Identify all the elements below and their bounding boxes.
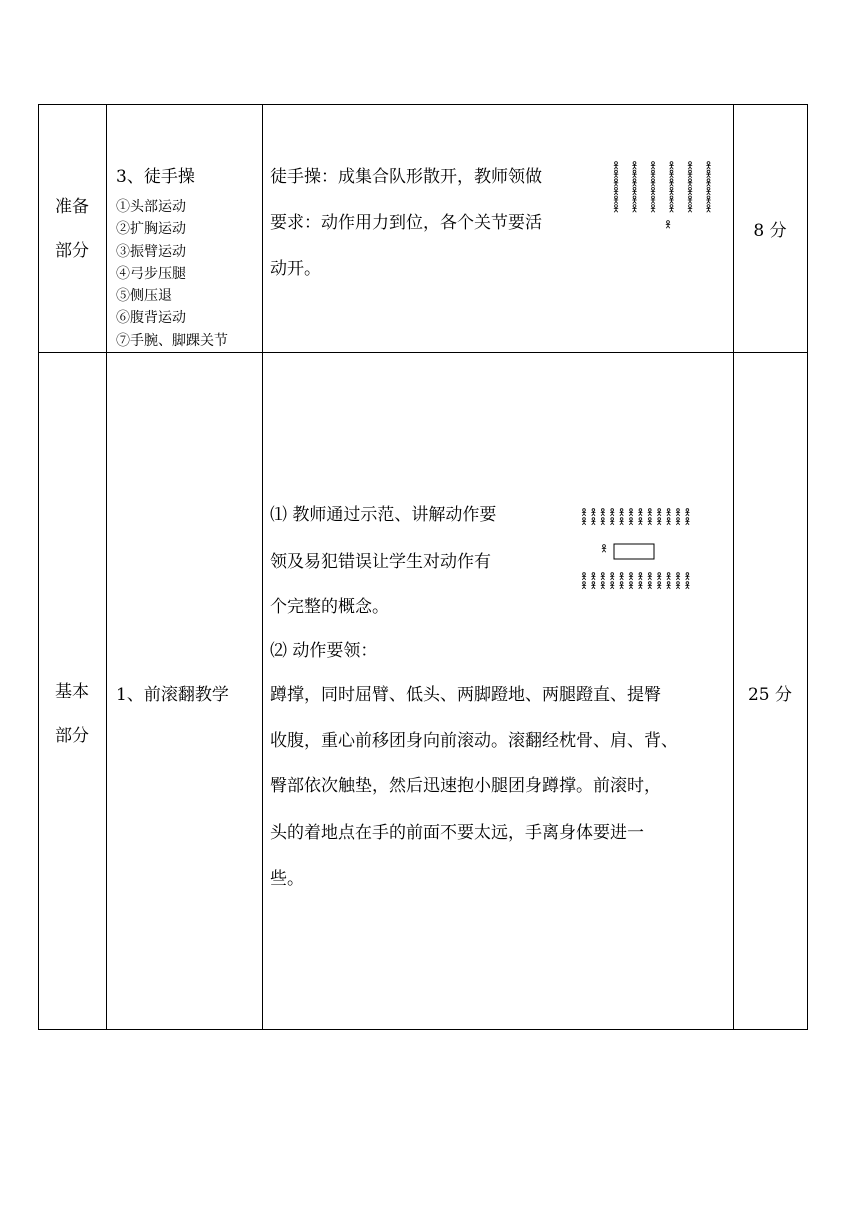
content-line: 收腹，重心前移团身向前滚动。滚翻经枕骨、肩、背、 [270, 731, 678, 751]
student-figure [676, 582, 680, 589]
student-figure [632, 179, 636, 187]
content-line: ⑴ 教师通过示范、讲解动作要 [270, 505, 497, 525]
student-figure [582, 518, 586, 525]
student-figure [610, 582, 614, 589]
mat-formation-figure [578, 506, 698, 602]
student-figure [676, 573, 680, 580]
scattered-formation-figure [610, 160, 722, 244]
student-figure [591, 518, 595, 525]
student-figure [638, 518, 642, 525]
student-figure [669, 187, 673, 195]
student-figure [620, 509, 624, 516]
student-figure [688, 205, 692, 213]
content-line: 动开。 [270, 259, 321, 279]
student-figure [632, 162, 636, 170]
content-line: ⑵ 动作要领： [270, 641, 378, 661]
student-figure [706, 162, 710, 170]
content-line: 要求：动作用力到位，各个关节要活 [270, 213, 542, 233]
student-figure [706, 196, 710, 204]
student-figure [610, 573, 614, 580]
student-figure [667, 509, 671, 516]
student-figure [582, 509, 586, 516]
content-line: 些。 [270, 869, 304, 889]
student-figure [648, 573, 652, 580]
student-figure [676, 518, 680, 525]
student-figure [614, 162, 618, 170]
section-label-line: 部分 [55, 726, 89, 746]
content-line: 蹲撑，同时屈臂、低头、两脚蹬地、两腿蹬直、提臀 [270, 685, 661, 705]
student-figure [620, 518, 624, 525]
student-figure [620, 573, 624, 580]
column-divider [733, 104, 734, 1030]
student-figure [651, 187, 655, 195]
student-figure [667, 518, 671, 525]
table-border-bottom [38, 1029, 808, 1030]
student-figure [669, 179, 673, 187]
student-figure [669, 205, 673, 213]
time-label: 8 分 [753, 221, 787, 241]
subitem: ③振臂运动 [116, 243, 186, 260]
student-figure [688, 179, 692, 187]
student-figure [685, 509, 689, 516]
student-figure [688, 170, 692, 178]
subitem: ④弓步压腿 [116, 265, 186, 282]
student-figure [629, 518, 633, 525]
student-figure [614, 196, 618, 204]
student-figure [688, 187, 692, 195]
student-figure [657, 582, 661, 589]
item-title: 1、前滚翻教学 [116, 685, 229, 705]
student-figure [667, 573, 671, 580]
student-figure [632, 196, 636, 204]
student-figure [657, 509, 661, 516]
student-figure [669, 170, 673, 178]
subitem: ⑦手腕、脚踝关节 [116, 332, 228, 349]
student-figure [688, 196, 692, 204]
student-figure [638, 509, 642, 516]
student-figure [651, 205, 655, 213]
subitem-list [116, 196, 228, 352]
student-figure [601, 582, 605, 589]
content-line: 臀部依次触垫，然后迅速抱小腿团身蹲撑。前滚时， [270, 776, 661, 796]
row-divider [38, 352, 808, 353]
table-border-top [38, 104, 808, 105]
student-figure [685, 573, 689, 580]
section-label-line: 基本 [55, 682, 89, 702]
item-title: 3、徒手操 [116, 167, 195, 187]
student-figure [601, 518, 605, 525]
student-figure [651, 196, 655, 204]
student-figure [669, 162, 673, 170]
section-label-line: 准备 [55, 197, 89, 217]
student-figure [629, 509, 633, 516]
student-figure [601, 573, 605, 580]
student-figure [632, 170, 636, 178]
student-figure [614, 179, 618, 187]
student-figure [632, 205, 636, 213]
student-figure [629, 582, 633, 589]
student-figure [651, 179, 655, 187]
subitem: ⑤侧压退 [116, 288, 172, 305]
subitem: ①头部运动 [116, 199, 186, 215]
student-figure [638, 573, 642, 580]
student-figure [629, 573, 633, 580]
student-figure [582, 582, 586, 589]
student-figure [706, 179, 710, 187]
student-figure [610, 518, 614, 525]
student-figure [676, 509, 680, 516]
column-divider [106, 104, 107, 1030]
student-figure [601, 509, 605, 516]
mat-rectangle [614, 544, 654, 559]
table-border-right [807, 104, 808, 1030]
content-line: 头的着地点在手的前面不要太远，手离身体要进一 [270, 823, 644, 843]
student-figure [620, 582, 624, 589]
section-label-line: 部分 [55, 241, 89, 261]
student-figure [648, 518, 652, 525]
subitem: ②扩胸运动 [116, 221, 186, 238]
student-figure [688, 162, 692, 170]
time-label: 25 分 [747, 685, 793, 705]
lesson-plan-table [38, 104, 808, 1030]
section-label [38, 670, 106, 758]
student-figure [657, 518, 661, 525]
student-figure [610, 509, 614, 516]
content-line: 领及易犯错误让学生对动作有 [270, 552, 491, 572]
student-figure [591, 509, 595, 516]
student-figure [706, 205, 710, 213]
subitem: ⑥腹背运动 [116, 310, 186, 327]
student-figure [591, 582, 595, 589]
student-figure [632, 187, 636, 195]
student-figure [648, 509, 652, 516]
student-figure [614, 187, 618, 195]
student-figure [667, 582, 671, 589]
student-figure [651, 170, 655, 178]
student-figure [685, 518, 689, 525]
student-figure [591, 573, 595, 580]
content-line: 个完整的概念。 [270, 597, 389, 617]
student-figure [669, 196, 673, 204]
student-figure [685, 582, 689, 589]
student-figure [706, 170, 710, 178]
student-figure [614, 170, 618, 178]
content-line: 徒手操：成集合队形散开，教师领做 [270, 167, 542, 187]
student-figure [614, 205, 618, 213]
student-figure [657, 573, 661, 580]
student-figure [648, 582, 652, 589]
student-figure [651, 162, 655, 170]
student-figure [602, 545, 606, 553]
student-figure [706, 187, 710, 195]
student-figure [582, 573, 586, 580]
section-label [38, 185, 106, 273]
column-divider [262, 104, 263, 1030]
student-figure [638, 582, 642, 589]
student-figure [666, 221, 670, 229]
